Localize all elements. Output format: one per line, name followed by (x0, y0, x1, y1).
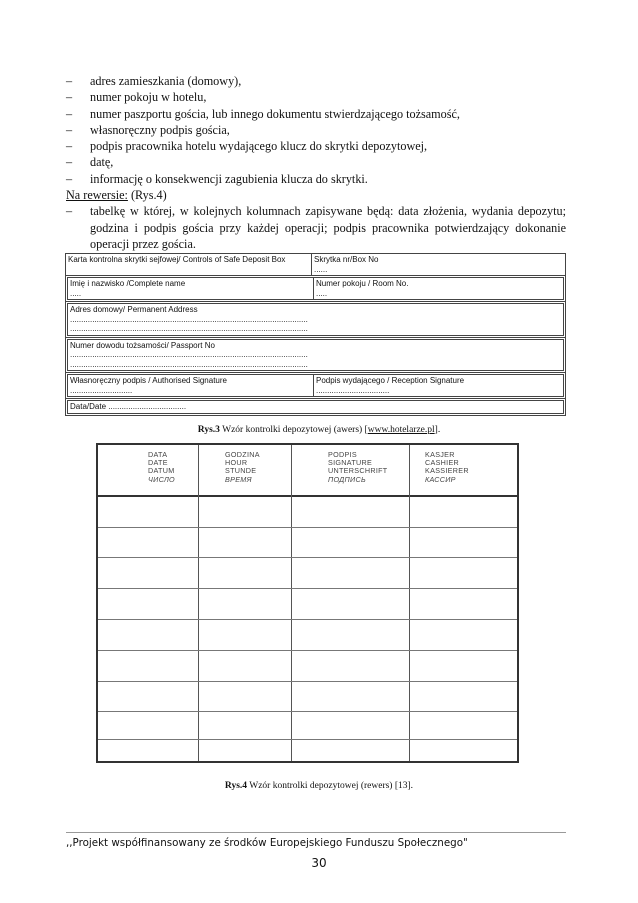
list-item: – datę, (66, 155, 114, 170)
reverse-heading: Na rewersie: (Rys.4) (66, 188, 167, 203)
list-item: – adres zamieszkania (domowy), (66, 74, 242, 88)
column-divider (291, 445, 292, 761)
table-header (98, 445, 517, 497)
card-row-name: Imię i nazwisko /Complete name ..... Numer pokoju / Room No. ..... (65, 275, 566, 302)
figure-caption-4: Rys.4 Wzór kontrolki depozytowej (rewers) [13]. (224, 781, 414, 791)
figure-caption-3: Rys.3 Wzór kontrolki depozytowej (awers) [www.hotelarze.pl]. (197, 425, 441, 435)
requirements-list (66, 73, 566, 252)
page-number: 30 (311, 856, 327, 870)
list-item: – informację o konsekwencji zagubienia klucza do skrytki. (66, 171, 368, 186)
row-divider (98, 588, 517, 589)
card-row-address: Adres domowy/ Permanent Address ........................................................................................................... ........................................................................................................... (65, 301, 566, 338)
row-divider (98, 681, 517, 682)
header-cashier: KASJER CASHIER KASSIERER КАССИР (425, 450, 469, 484)
deposit-card-reverse-table (96, 443, 519, 763)
row-divider (98, 557, 517, 558)
list-item: – numer paszportu gościa, lub innego dokumentu stwierdzającego tożsamość, (66, 106, 460, 121)
deposit-card-front (65, 253, 566, 416)
header-date: DATA DATE DATUM ЧИСЛО (148, 450, 175, 484)
footer-text: ,,Projekt współfinansowany ze środków Europejskiego Funduszu Społecznego" (66, 837, 468, 849)
card-row-box: Karta kontrolna skrytki sejfowej/ Controls of Safe Deposit Box Skrytka nr/Box No ...... (65, 253, 566, 276)
list-item: – własnoręczny podpis gościa, (66, 122, 230, 137)
column-divider (409, 445, 410, 761)
list-item: – tabelkę w której, w kolejnych kolumnach zapisywane będą: data złożenia, wydania depozytu; godzina i podpis gościa przy każdej operacji; podpis pracownika potwierdzający dokonanie operacji przez gościa. (66, 204, 566, 251)
row-divider (98, 619, 517, 620)
footer-divider (66, 832, 566, 833)
hotelarze-link[interactable]: www.hotelarze.pl (367, 425, 435, 435)
row-divider (98, 739, 517, 740)
card-row-signature: Własnoręczny podpis / Authorised Signature ............................ Podpis wydającego / Reception Signature ................................. (65, 372, 566, 399)
row-divider (98, 650, 517, 651)
header-hour: GODZINA HOUR STUNDE ВРЕМЯ (225, 450, 260, 484)
column-divider (198, 445, 199, 761)
card-row-passport: Numer dowodu tożsamości/ Passport No ........................................................................................................... ........................................................................................................... (65, 337, 566, 374)
list-item: – podpis pracownika hotelu wydającego klucz do skrytki depozytowej, (66, 139, 428, 154)
row-divider (98, 711, 517, 712)
header-signature: PODPIS SIGNATURE UNTERSCHRIFT ПОДПИСЬ (328, 450, 388, 484)
row-divider (98, 527, 517, 528)
card-row-date: Data/Date ................................... (65, 398, 566, 416)
list-item: – numer pokoju w hotelu, (66, 90, 207, 105)
